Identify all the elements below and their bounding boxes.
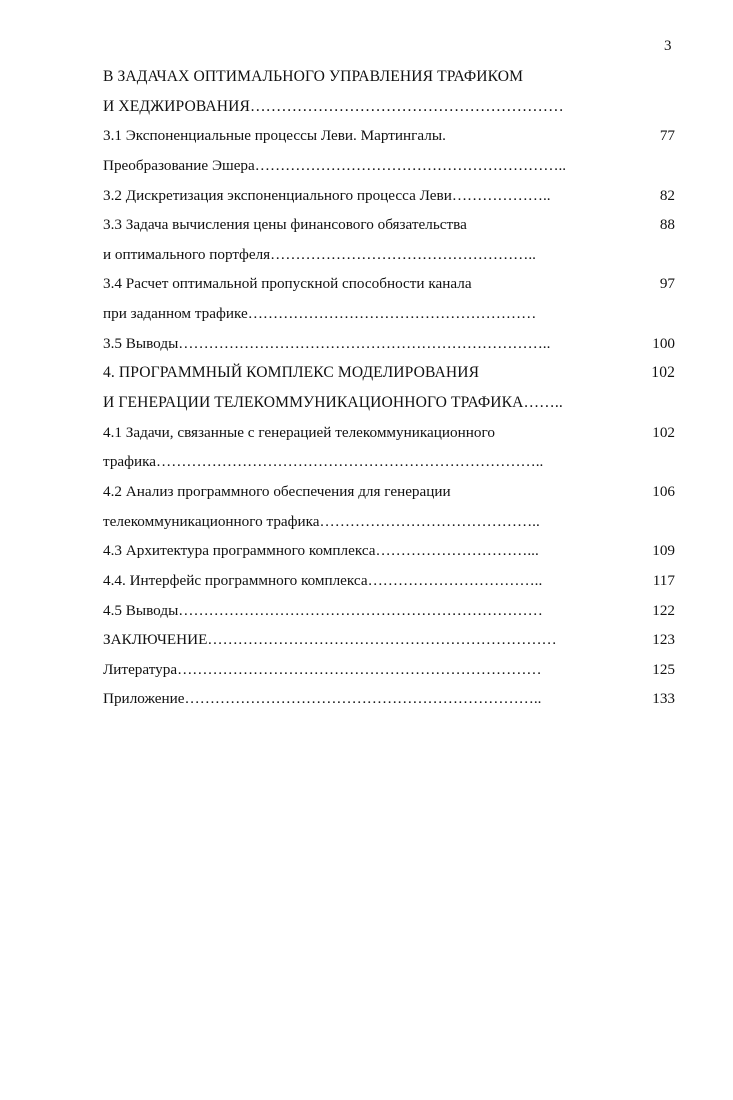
toc-line bbox=[103, 240, 675, 270]
toc-entry-text: 3.4 Расчет оптимальной пропускной способности канала bbox=[103, 275, 472, 293]
toc-line bbox=[103, 62, 675, 92]
toc-line bbox=[103, 447, 675, 477]
toc-line bbox=[103, 151, 675, 181]
toc-entry-text: и оптимального портфеля…………………………………………….. bbox=[103, 245, 536, 263]
toc-entry-page: 123 bbox=[652, 631, 675, 649]
toc-entry-text: 4.1 Задачи, связанные с генерацией телекоммуникационного bbox=[103, 423, 495, 441]
toc-entry-text: 3.3 Задача вычисления цены финансового обязательства bbox=[103, 216, 467, 234]
toc-entry-page: 77 bbox=[659, 127, 675, 145]
toc-entry-page: 117 bbox=[652, 571, 675, 589]
toc-line bbox=[103, 121, 675, 151]
toc-entry-page: 88 bbox=[659, 216, 675, 234]
toc-line bbox=[103, 92, 675, 122]
toc-line bbox=[103, 507, 675, 537]
toc-entry-text: 4. ПРОГРАММНЫЙ КОМПЛЕКС МОДЕЛИРОВАНИЯ bbox=[103, 364, 480, 382]
toc-entry-text: Литература……………………………………………………………… bbox=[103, 660, 542, 678]
page-number: 3 bbox=[664, 38, 672, 54]
toc-entry-text: ЗАКЛЮЧЕНИЕ…………………………………………………………… bbox=[103, 631, 557, 649]
toc-entry-text: 4.2 Анализ программного обеспечения для генерации bbox=[103, 482, 451, 500]
toc-entry-text: при заданном трафике………………………………………………… bbox=[103, 305, 537, 323]
toc-entry-page: 109 bbox=[652, 542, 675, 560]
toc-line bbox=[103, 684, 675, 714]
toc-line bbox=[103, 477, 675, 507]
toc-entry-text: 4.5 Выводы……………………………………………………………… bbox=[103, 601, 543, 619]
toc-entry-page: 97 bbox=[659, 275, 675, 293]
toc-entry-text: 3.1 Экспоненциальные процессы Леви. Мартингалы. bbox=[103, 127, 446, 145]
toc-entry-text: Преобразование Эшера…………………………………………………….. bbox=[103, 156, 567, 174]
toc-line bbox=[103, 566, 675, 596]
toc-line bbox=[103, 210, 675, 240]
table-of-contents bbox=[103, 62, 675, 714]
toc-entry-text: телекоммуникационного трафика…………………………………….. bbox=[103, 512, 540, 530]
toc-entry-text: Приложение…………………………………………………………….. bbox=[103, 690, 542, 708]
toc-entry-text: 3.2 Дискретизация экспоненциального процесса Леви……………….. bbox=[103, 186, 551, 204]
toc-line bbox=[103, 536, 675, 566]
toc-line bbox=[103, 388, 675, 418]
toc-line bbox=[103, 596, 675, 626]
toc-entry-page: 106 bbox=[652, 482, 675, 500]
toc-line bbox=[103, 358, 675, 388]
toc-line bbox=[103, 181, 675, 211]
toc-entry-page: 102 bbox=[652, 423, 675, 441]
toc-entry-page: 122 bbox=[652, 601, 675, 619]
toc-entry-page: 102 bbox=[651, 364, 675, 382]
toc-entry-page: 133 bbox=[652, 690, 675, 708]
toc-line bbox=[103, 299, 675, 329]
toc-entry-text: 3.5 Выводы……………………………………………………………….. bbox=[103, 334, 551, 352]
toc-line bbox=[103, 269, 675, 299]
toc-entry-page: 125 bbox=[652, 660, 675, 678]
toc-entry-text: 4.4. Интерфейс программного комплекса…………………………….. bbox=[103, 571, 543, 589]
toc-line bbox=[103, 329, 675, 359]
toc-line bbox=[103, 418, 675, 448]
toc-entry-text: трафика………………………………………………………………….. bbox=[103, 453, 544, 471]
toc-entry-page: 100 bbox=[652, 334, 675, 352]
toc-entry-text: И ГЕНЕРАЦИИ ТЕЛЕКОММУНИКАЦИОННОГО ТРАФИКА…….. bbox=[103, 394, 563, 412]
toc-line bbox=[103, 625, 675, 655]
toc-entry-page: 82 bbox=[659, 186, 675, 204]
toc-entry-text: В ЗАДАЧАХ ОПТИМАЛЬНОГО УПРАВЛЕНИЯ ТРАФИКОМ bbox=[103, 68, 524, 85]
toc-entry-text: 4.3 Архитектура программного комплекса…………………………... bbox=[103, 542, 539, 560]
toc-entry-text: И ХЕДЖИРОВАНИЯ…………………………………………………… bbox=[103, 97, 564, 115]
toc-line bbox=[103, 655, 675, 685]
